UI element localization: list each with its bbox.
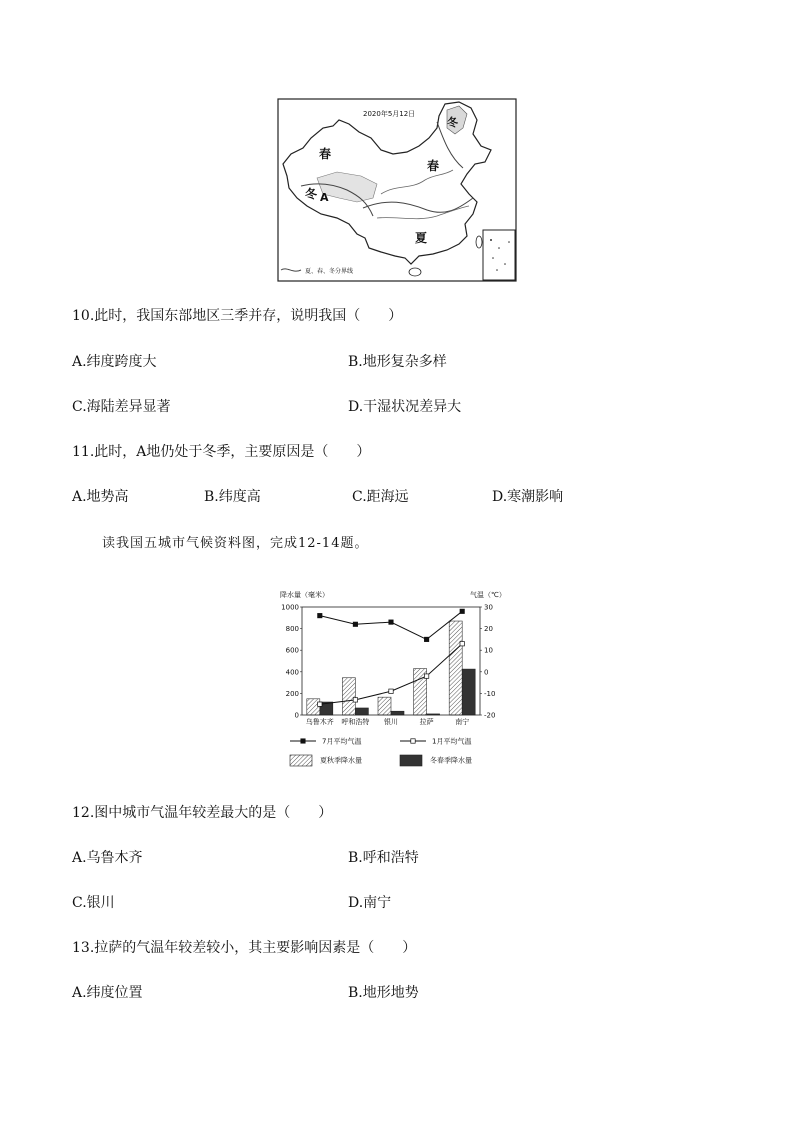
season-label-winter-plateau: 冬 bbox=[305, 187, 318, 201]
right-tick-label: 20 bbox=[484, 625, 493, 634]
q10-option-c[interactable]: C.海陆差异显著 bbox=[72, 399, 171, 415]
left-tick-label: 0 bbox=[294, 711, 299, 720]
left-axis-label: 降水量（毫米） bbox=[280, 591, 329, 599]
left-tick-label: 1000 bbox=[281, 603, 299, 612]
q10-option-b[interactable]: B.地形复杂多样 bbox=[348, 354, 447, 370]
left-tick-label: 600 bbox=[285, 646, 299, 655]
category-label: 银川 bbox=[384, 718, 398, 726]
category-label: 拉萨 bbox=[419, 718, 434, 726]
q12-option-a[interactable]: A.乌鲁木齐 bbox=[72, 850, 143, 866]
question-10-stem: 10.此时，我国东部地区三季并存，说明我国（ ） bbox=[72, 308, 403, 324]
category-label: 南宁 bbox=[455, 718, 470, 726]
south-sea-inset bbox=[483, 230, 515, 280]
taiwan-island bbox=[476, 236, 482, 248]
right-axis-label: 气温（℃） bbox=[470, 591, 506, 599]
right-tick-label: -20 bbox=[484, 711, 496, 720]
line-january-temp bbox=[320, 644, 462, 704]
legend-label: 1月平均气温 bbox=[432, 737, 472, 746]
point-january-temp bbox=[318, 702, 322, 706]
right-tick-label: -10 bbox=[484, 689, 496, 698]
q12-option-d[interactable]: D.南宁 bbox=[348, 895, 392, 911]
point-july-temp bbox=[318, 613, 322, 617]
q11-option-a[interactable]: A.地势高 bbox=[72, 489, 129, 505]
point-july-temp bbox=[460, 609, 464, 613]
bar-winter-spring bbox=[462, 669, 475, 715]
q13-option-a[interactable]: A.纬度位置 bbox=[72, 985, 143, 1001]
point-july-temp bbox=[424, 637, 428, 641]
hainan-island bbox=[409, 268, 421, 276]
point-january-temp bbox=[389, 689, 393, 693]
bar-winter-spring bbox=[355, 708, 368, 715]
map-legend-text: 夏、春、冬分界线 bbox=[305, 268, 354, 275]
legend-marker-swatch bbox=[411, 739, 415, 743]
right-tick-label: 10 bbox=[484, 646, 493, 655]
china-season-map bbox=[277, 98, 517, 282]
question-12-stem: 12.图中城市气温年较差最大的是（ ） bbox=[72, 805, 333, 821]
line-july-temp bbox=[320, 611, 462, 639]
season-label-spring-east: 春 bbox=[427, 159, 440, 173]
question-11-stem: 11.此时，A地仍处于冬季，主要原因是（ ） bbox=[72, 444, 371, 460]
left-tick-label: 200 bbox=[285, 689, 299, 698]
legend-label: 冬春季降水量 bbox=[430, 756, 472, 765]
point-july-temp bbox=[353, 622, 357, 626]
map-date: 2020年5月12日 bbox=[363, 110, 416, 118]
season-label-spring-west: 春 bbox=[319, 147, 332, 161]
q10-option-a[interactable]: A.纬度跨度大 bbox=[72, 354, 157, 370]
bar-summer-autumn bbox=[449, 621, 462, 715]
bar-summer-autumn bbox=[342, 678, 355, 715]
q12-option-c[interactable]: C.银川 bbox=[72, 895, 115, 911]
climate-chart bbox=[280, 588, 510, 770]
q11-option-c[interactable]: C.距海远 bbox=[352, 489, 409, 505]
q13-option-b[interactable]: B.地形地势 bbox=[348, 985, 419, 1001]
legend-bar-swatch bbox=[290, 755, 312, 766]
bar-winter-spring bbox=[391, 711, 404, 715]
legend-bar-swatch bbox=[400, 755, 422, 766]
right-tick-label: 30 bbox=[484, 603, 493, 612]
location-a-label: A bbox=[320, 191, 329, 204]
left-tick-label: 800 bbox=[285, 625, 299, 634]
point-january-temp bbox=[424, 674, 428, 678]
chart-intro: 读我国五城市气候资料图，完成12-14题。 bbox=[102, 536, 369, 551]
category-label: 乌鲁木齐 bbox=[305, 718, 334, 726]
season-label-summer: 夏 bbox=[415, 231, 428, 245]
q12-option-b[interactable]: B.呼和浩特 bbox=[348, 850, 419, 866]
right-tick-label: 0 bbox=[484, 668, 489, 677]
q10-option-d[interactable]: D.干湿状况差异大 bbox=[348, 399, 462, 415]
bar-summer-autumn bbox=[307, 699, 320, 715]
bar-summer-autumn bbox=[378, 697, 391, 715]
legend-marker-swatch bbox=[301, 739, 305, 743]
category-label: 呼和浩特 bbox=[341, 718, 370, 726]
q11-option-b[interactable]: B.纬度高 bbox=[204, 489, 261, 505]
legend-label: 夏秋季降水量 bbox=[320, 756, 362, 765]
q11-option-d[interactable]: D.寒潮影响 bbox=[492, 489, 564, 505]
point-july-temp bbox=[389, 620, 393, 624]
legend-label: 7月平均气温 bbox=[322, 737, 362, 746]
question-13-stem: 13.拉萨的气温年较差较小，其主要影响因素是（ ） bbox=[72, 940, 417, 956]
left-tick-label: 400 bbox=[285, 668, 299, 677]
season-label-winter-ne: 冬 bbox=[447, 116, 458, 129]
point-january-temp bbox=[460, 642, 464, 646]
point-january-temp bbox=[353, 698, 357, 702]
